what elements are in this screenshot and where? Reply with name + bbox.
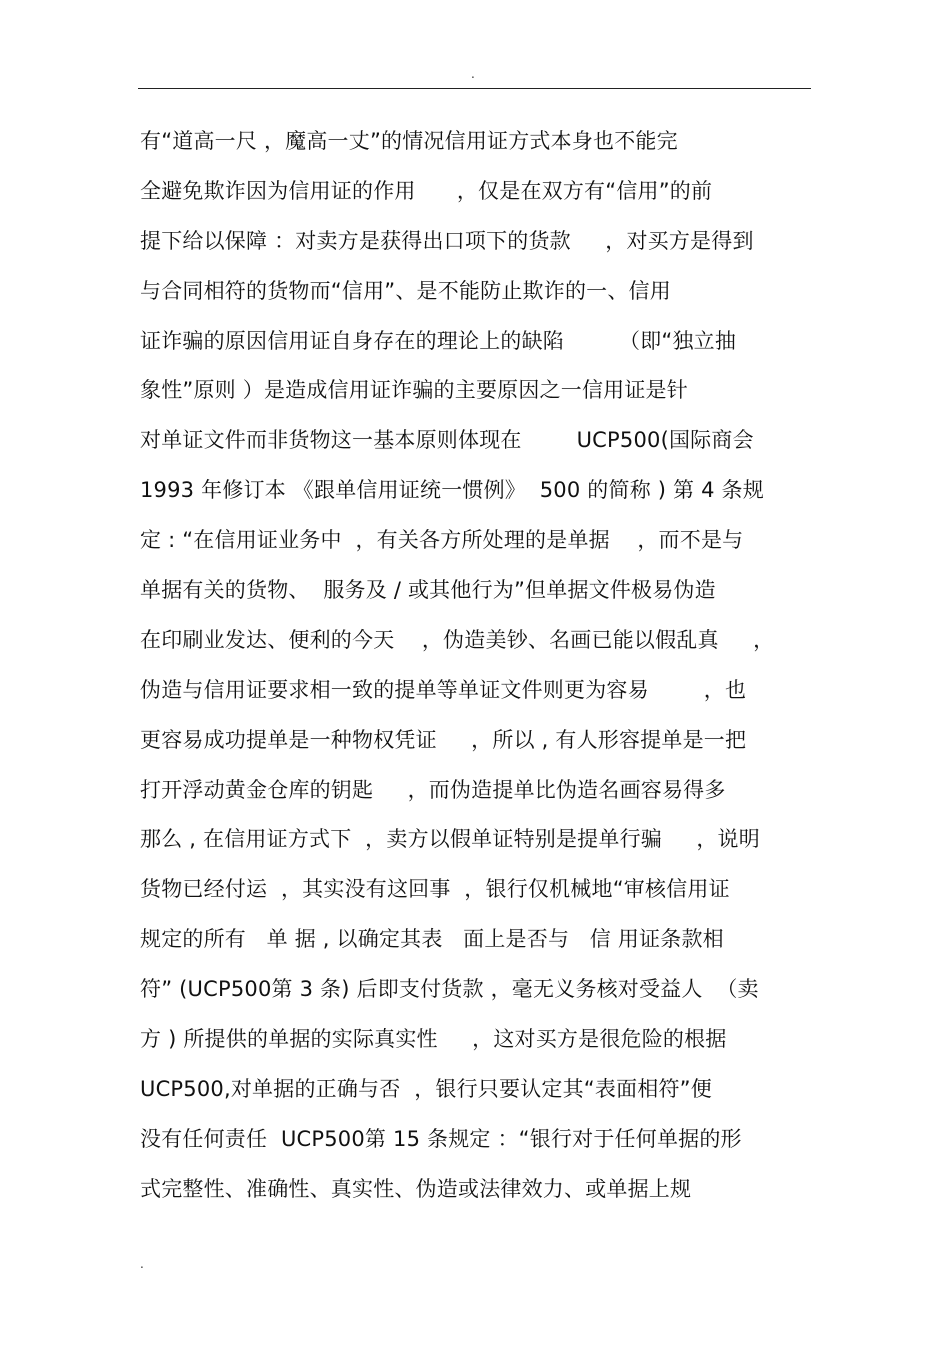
text-line: 式完整性、准确性、真实性、伪造或法律效力、或单据上规 xyxy=(140,1176,692,1201)
text-line: 方 ) 所提供的单据的实际真实性 ，这对买方是很危险的根据 xyxy=(140,1027,727,1052)
text-line: 伪造与信用证要求相一致的提单等单证文件则更为容易 ，也 xyxy=(140,677,747,702)
text-line: 那么 , 在信用证方式下 ，卖方以假单证特别是提单行骗 ，说明 xyxy=(140,827,760,852)
text-line: 与合同相符的货物而“信用”、是不能防止欺诈的一、信用 xyxy=(140,278,671,303)
text-line: 全避免欺诈因为信用证的作用 ，仅是在双方有“信用”的前 xyxy=(140,178,713,203)
text-line: 规定的所有 单 据 , 以确定其表 面上是否与 信 用证条款相 xyxy=(140,927,724,952)
text-line: 单据有关的货物、 服务及 / 或其他行为”但单据文件极易伪造 xyxy=(140,578,716,603)
text-line: 打开浮动黄金仓库的钥匙 ，而伪造提单比伪造名画容易得多 xyxy=(140,777,726,802)
text-line: 定 : “在信用证业务中 ，有关各方所处理的是单据 ，而不是与 xyxy=(140,528,744,553)
header-mark: . xyxy=(471,67,475,81)
text-line: 没有任何责任 UCP500第 15 条规定 ：“银行对于任何单据的形 xyxy=(140,1126,742,1151)
text-line: UCP500,对单据的正确与否 ，银行只要认定其“表面相符”便 xyxy=(140,1076,712,1101)
text-line: 在印刷业发达、便利的今天 ，伪造美钞、名画已能以假乱真 ， xyxy=(140,627,775,652)
header-rule xyxy=(138,88,811,89)
text-line: 1993 年修订本 《跟单信用证统一惯例》 500 的简称 ) 第 4 条规 xyxy=(140,478,764,503)
text-line: 符” (UCP500第 3 条) 后即支付货款 ，毫无义务核对受益人 （卖 xyxy=(140,977,759,1002)
footer-mark: . xyxy=(140,1257,144,1271)
text-line: 象性”原则 ）是造成信用证诈骗的主要原因之一信用证是针 xyxy=(140,378,688,403)
document-body xyxy=(140,117,820,1215)
text-line: 货物已经付运 ，其实没有这回事 ，银行仅机械地“审核信用证 xyxy=(140,877,730,902)
text-line: 提下给以保障 ：对卖方是获得出口项下的货款 ，对买方是得到 xyxy=(140,228,754,253)
text-line: 有“道高一尺 ，魔高一丈”的情况信用证方式本身也不能完 xyxy=(140,129,678,153)
text-line: 证诈骗的原因信用证自身存在的理论上的缺陷 （即“独立抽 xyxy=(140,328,737,353)
text-line: 更容易成功提单是一种物权凭证 ，所以 , 有人形容提单是一把 xyxy=(140,727,747,752)
text-line: 对单证文件而非货物这一基本原则体现在 UCP500(国际商会 xyxy=(140,428,754,453)
